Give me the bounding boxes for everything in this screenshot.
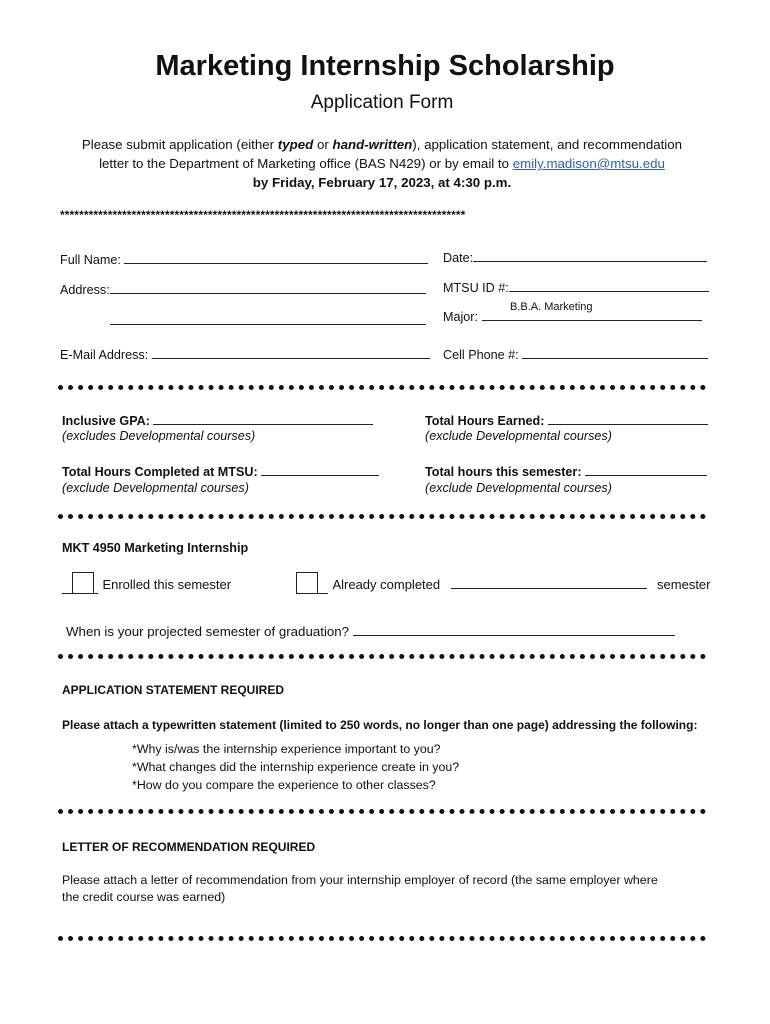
deadline-text: by Friday, February 17, 2023, at 4:30 p.m. xyxy=(252,175,512,190)
form-title: Marketing Internship Scholarship xyxy=(155,50,615,82)
recommendation-text-line-2: the credit course was earned) xyxy=(62,890,226,904)
hours-mtsu-field[interactable] xyxy=(261,463,379,476)
dotted-divider xyxy=(58,385,706,390)
gpa-row xyxy=(62,412,373,428)
enrolled-label: Enrolled this semester xyxy=(102,577,232,592)
graduation-label: When is your projected semester of graduation? xyxy=(66,624,350,639)
cell-phone-row xyxy=(443,346,708,362)
instructions-line-1 xyxy=(0,137,764,152)
address-row-2 xyxy=(110,312,426,330)
hours-earned-row xyxy=(425,412,708,428)
graduation-field[interactable] xyxy=(353,623,675,636)
internship-heading: MKT 4950 Marketing Internship xyxy=(62,541,249,555)
enrolled-checkbox-row xyxy=(62,572,231,594)
statement-question: *Why is/was the internship experience important to you? xyxy=(132,742,441,756)
instructions-text: ), application statement, and recommendation xyxy=(412,137,683,152)
address-label: Address: xyxy=(60,283,110,297)
recommendation-heading: LETTER OF RECOMMENDATION REQUIRED xyxy=(62,840,316,854)
hours-semester-field[interactable] xyxy=(585,463,707,476)
mtsu-id-row xyxy=(443,279,709,295)
hours-semester-row xyxy=(425,463,707,479)
hours-earned-label: Total Hours Earned: xyxy=(425,414,545,428)
completed-checkbox[interactable] xyxy=(296,572,318,594)
completed-checkbox-row xyxy=(296,572,711,594)
statement-heading: APPLICATION STATEMENT REQUIRED xyxy=(62,683,284,697)
hours-earned-note: (exclude Developmental courses) xyxy=(425,429,612,443)
instructions-line-2 xyxy=(0,156,764,171)
instructions-text: or xyxy=(313,137,333,152)
dotted-divider xyxy=(58,514,706,519)
date-field[interactable] xyxy=(473,249,707,262)
statement-question: *How do you compare the experience to other classes? xyxy=(132,778,436,792)
full-name-label: Full Name: xyxy=(60,253,121,267)
enrolled-checkbox[interactable] xyxy=(72,572,94,594)
statement-instruction: Please attach a typewritten statement (limited to 250 words, no longer than one page) addressing the following: xyxy=(62,718,698,732)
cell-phone-field[interactable] xyxy=(522,346,708,359)
hours-semester-note: (exclude Developmental courses) xyxy=(425,481,612,495)
address-field-1[interactable] xyxy=(110,281,426,294)
major-label: Major: xyxy=(443,310,478,324)
date-row xyxy=(443,249,707,265)
instructions-handwritten: hand-written xyxy=(332,137,413,152)
address-field-2[interactable] xyxy=(110,312,426,325)
mtsu-id-label: MTSU ID #: xyxy=(443,281,509,295)
full-name-row xyxy=(60,251,428,267)
hours-mtsu-note: (exclude Developmental courses) xyxy=(62,481,249,495)
instructions-text: letter to the Department of Marketing office (BAS N429) or by email to xyxy=(99,156,513,171)
completed-semester-field[interactable] xyxy=(451,576,647,589)
dotted-divider xyxy=(58,809,706,814)
gpa-note: (excludes Developmental courses) xyxy=(62,429,256,443)
gpa-label: Inclusive GPA: xyxy=(62,414,150,428)
semester-label: semester xyxy=(657,577,711,592)
email-field[interactable] xyxy=(152,346,430,359)
address-row xyxy=(60,281,426,297)
completed-label: Already completed xyxy=(332,577,441,592)
graduation-row xyxy=(66,623,675,639)
dotted-divider xyxy=(58,936,706,941)
hours-mtsu-label: Total Hours Completed at MTSU: xyxy=(62,465,258,479)
date-label: Date: xyxy=(443,251,474,265)
mtsu-id-field[interactable] xyxy=(509,279,709,292)
email-label: E-Mail Address: xyxy=(60,348,149,362)
instructions-typed: typed xyxy=(277,137,314,152)
dotted-divider xyxy=(58,654,706,659)
statement-question: *What changes did the internship experience create in you? xyxy=(132,760,460,774)
hours-earned-field[interactable] xyxy=(548,412,708,425)
star-separator: ************************************************************************************* xyxy=(60,208,466,222)
full-name-field[interactable] xyxy=(124,251,428,264)
gpa-field[interactable] xyxy=(153,412,373,425)
email-row xyxy=(60,346,430,362)
hours-semester-label: Total hours this semester: xyxy=(425,465,582,479)
hours-mtsu-row xyxy=(62,463,379,479)
recommendation-text-line-1: Please attach a letter of recommendation from your internship employer of record (the same employer where xyxy=(62,873,658,887)
form-subtitle: Application Form xyxy=(310,92,454,113)
instructions-text: Please submit application (either xyxy=(81,137,278,152)
email-link[interactable]: emily.madison@mtsu.edu xyxy=(512,156,665,171)
major-value: B.B.A. Marketing xyxy=(510,301,593,313)
cell-phone-label: Cell Phone #: xyxy=(443,348,519,362)
